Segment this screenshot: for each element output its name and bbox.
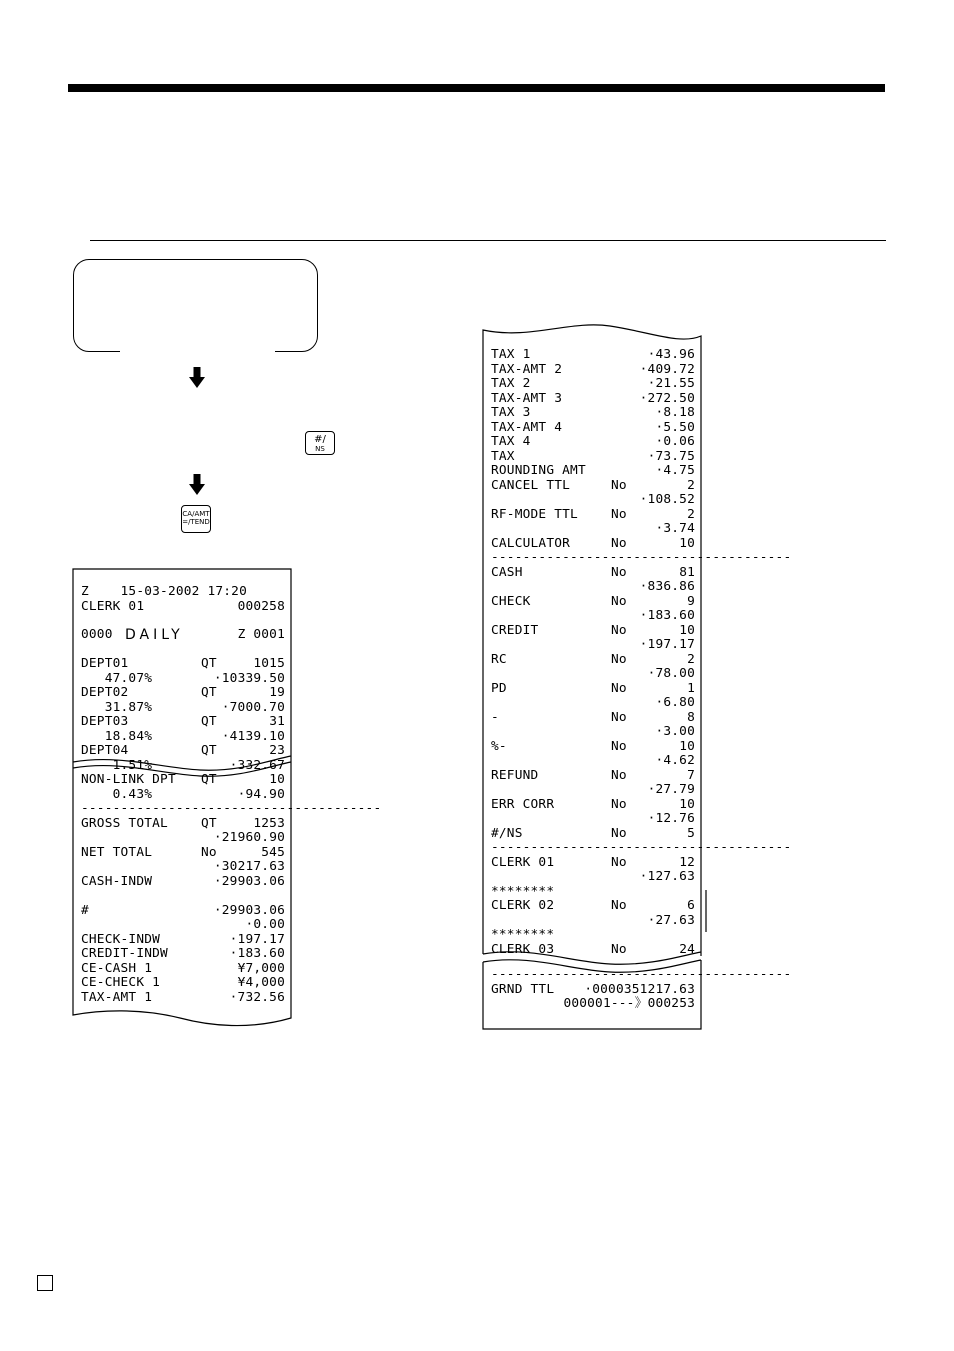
receipt-label: DEPT01 (81, 656, 129, 671)
receipt-label: - (491, 709, 499, 725)
receipt-value: 2 (687, 477, 695, 493)
receipt-value: 1015 (253, 656, 285, 671)
receipt-line (81, 585, 285, 600)
receipt-unit: No (611, 898, 627, 913)
receipt-line (491, 450, 695, 465)
receipt-line (491, 537, 695, 552)
receipt-line (491, 798, 695, 813)
receipt-value: ·332.67 (229, 757, 285, 773)
receipt-unit: No (611, 564, 627, 580)
receipt-label: TAX-AMT 2 (491, 361, 563, 377)
receipt-line (491, 740, 695, 755)
receipt-unit: No (611, 535, 627, 551)
receipt-unit: No (611, 767, 627, 783)
receipt-value: 1 (687, 680, 695, 696)
receipt-line (81, 744, 285, 759)
receipt-line (491, 508, 695, 523)
receipt-line (491, 827, 695, 842)
receipt-unit: No (201, 844, 217, 860)
receipt-label: 47.07% (81, 670, 153, 686)
receipt-value: 12 (679, 854, 695, 870)
receipt-label: REFUND (491, 767, 539, 783)
receipt-unit: No (611, 738, 627, 754)
receipt-line (491, 566, 695, 581)
receipt-label: # (81, 902, 89, 918)
receipt-line (491, 870, 695, 885)
receipt-value: ·197.17 (229, 931, 285, 947)
receipt-line (81, 657, 285, 672)
receipt-value: ·4139.10 (221, 728, 285, 744)
receipt-line (81, 600, 285, 615)
receipt-label: TAX 2 (491, 376, 531, 391)
receipt-label: NET TOTAL (81, 844, 153, 860)
receipt-value: 31 (269, 714, 285, 729)
receipt-value: ·197.17 (639, 637, 695, 652)
receipt-line (81, 933, 285, 948)
receipt-line (491, 595, 695, 610)
receipt-unit: No (611, 796, 627, 812)
receipt-value: 19 (269, 685, 285, 700)
receipt-value: 9 (687, 593, 695, 609)
receipt-line (81, 831, 285, 846)
receipt-label: TAX-AMT 4 (491, 419, 563, 435)
receipt-unit: QT (201, 685, 217, 700)
receipt-label: CHECK-INDW (81, 931, 161, 947)
receipt-label: 0.43% (81, 786, 153, 802)
receipt-label: TAX-AMT 1 (81, 989, 153, 1005)
receipt-label: RF-MODE TTL (491, 506, 578, 522)
receipt-line (491, 638, 695, 653)
receipt-value: ·94.90 (237, 786, 285, 802)
receipt-value: 7 (687, 767, 695, 783)
daily-title: DAILY (125, 627, 184, 643)
receipt-value: ·108.52 (639, 492, 695, 507)
receipt-line (491, 406, 695, 421)
receipt-separator: -------------------------------------- (81, 801, 382, 816)
receipt-value: ·3.00 (655, 724, 695, 739)
receipt-line (491, 348, 695, 363)
receipt-value: ·8.18 (655, 405, 695, 420)
receipt-value: ·10339.50 (213, 670, 285, 686)
receipt-value: ·4.75 (655, 463, 695, 478)
receipt-value: 1253 (253, 815, 285, 831)
receipt-unit: No (611, 477, 627, 493)
receipt-value: ·73.75 (647, 448, 695, 464)
receipt-value: 10 (679, 796, 695, 812)
receipt-line (491, 377, 695, 392)
receipt-label: CASH (491, 564, 523, 580)
receipt-line (491, 464, 695, 479)
receipt-label: 18.84% (81, 728, 153, 744)
receipt-line (81, 918, 285, 933)
receipt-value: ·30217.63 (213, 859, 285, 874)
receipt-line (491, 711, 695, 726)
receipt-label: ******** (491, 927, 555, 942)
receipt-label: CLERK 03 (491, 941, 555, 957)
receipt-line (491, 609, 695, 624)
receipt-label: %- (491, 738, 507, 754)
receipt-label: DEPT03 (81, 714, 129, 729)
receipt-line (81, 875, 285, 890)
receipt-line (491, 580, 695, 595)
receipt-value: ·272.50 (639, 390, 695, 406)
receipt-value: ·43.96 (647, 347, 695, 362)
receipt-value: ·29903.06 (213, 873, 285, 889)
receipt-value: ¥7,000 (237, 960, 285, 976)
ca-key-bottom: =/TEND (182, 518, 210, 526)
receipt-value: ·0.06 (655, 434, 695, 449)
receipt-label: 31.87% (81, 699, 153, 715)
receipt-value: ·0000351217.63 (584, 981, 695, 997)
receipt-line (81, 730, 285, 745)
receipt-value: ·12.76 (647, 811, 695, 826)
receipt-line (491, 392, 695, 407)
receipt-value: 000001---》000253 (563, 996, 695, 1011)
receipt-value: ·27.79 (647, 782, 695, 797)
receipt-value: 10 (679, 535, 695, 551)
receipt-line (81, 788, 285, 803)
receipt-value: ·0.00 (245, 917, 285, 932)
page-marker (37, 1275, 53, 1291)
receipt-value: ·4.62 (655, 753, 695, 768)
receipt-separator: -------------------------------------- (491, 840, 792, 855)
receipt-value: ·183.60 (229, 946, 285, 961)
receipt-value: 23 (269, 743, 285, 758)
receipt-label: DEPT04 (81, 743, 129, 758)
receipt-line (81, 701, 285, 716)
receipt-label: 1.51% (81, 757, 153, 773)
receipt-line (491, 696, 695, 711)
receipt-line (491, 943, 695, 958)
receipt-label: GROSS TOTAL (81, 815, 168, 831)
receipt-line (81, 976, 285, 991)
receipt-line (81, 773, 285, 788)
receipt-line (491, 983, 695, 998)
receipt-value: 24 (679, 941, 695, 957)
receipt-line (491, 769, 695, 784)
receipt-line (81, 991, 285, 1006)
receipt-unit: No (611, 622, 627, 638)
receipt-label: CLERK 02 (491, 898, 555, 913)
receipt-unit: No (611, 941, 627, 957)
receipt-label: ROUNDING AMT (491, 463, 586, 478)
receipt-value: 10 (269, 772, 285, 787)
receipt-line (81, 889, 285, 904)
z-counter: Z 0001 (237, 627, 285, 642)
receipt-value: 545 (261, 844, 285, 860)
receipt-line (81, 846, 285, 861)
receipt-unit: QT (201, 772, 217, 787)
receipt-label: TAX-AMT 3 (491, 390, 563, 406)
receipt-unit: No (611, 709, 627, 725)
receipt-unit: No (611, 651, 627, 667)
receipt-value: 10 (679, 738, 695, 754)
receipt-value: ·7000.70 (221, 699, 285, 715)
receipt-line (81, 715, 285, 730)
receipt-label: CLERK 01 (491, 854, 555, 870)
receipt-line (491, 479, 695, 494)
receipt-label: TAX 3 (491, 405, 531, 420)
receipt-1-header (81, 585, 285, 614)
receipt-value: ·21960.90 (213, 830, 285, 845)
receipt-line (491, 653, 695, 668)
receipt-value: ·3.74 (655, 521, 695, 536)
receipt-line (491, 725, 695, 740)
receipt-value: ¥4,000 (237, 975, 285, 990)
receipt-1-totals (81, 772, 382, 1005)
receipt-label: Z 15-03-2002 17:20 (81, 584, 247, 599)
receipt-2-footer (491, 967, 792, 1012)
receipt-line (491, 885, 695, 900)
receipt-line (81, 672, 285, 687)
receipt-unit: No (611, 593, 627, 609)
receipt-label: CASH-INDW (81, 873, 153, 889)
receipt-value: ·29903.06 (213, 902, 285, 918)
receipt-value: ·732.56 (229, 989, 285, 1005)
receipt-value: ·6.80 (655, 695, 695, 710)
receipt-label: GRND TTL (491, 981, 555, 997)
receipt-line (491, 928, 695, 943)
receipt-line (491, 783, 695, 798)
receipt-line (491, 899, 695, 914)
receipt-unit: QT (201, 656, 217, 671)
receipt-line (491, 493, 695, 508)
receipt-label: CHECK (491, 593, 531, 609)
receipt-value: 81 (679, 564, 695, 580)
receipt-line (491, 363, 695, 378)
ca-key-top: CA/AMT (182, 510, 210, 518)
receipt-label: #/NS (491, 825, 523, 841)
receipt-value: ·78.00 (647, 666, 695, 681)
receipt-line (491, 997, 695, 1012)
receipt-unit: No (611, 506, 627, 522)
receipt-label: CE-CASH 1 (81, 960, 153, 976)
receipt-label: TAX (491, 448, 515, 464)
receipt-1-daily-line (81, 627, 285, 643)
receipt-unit: No (611, 680, 627, 696)
receipt-value: ·127.63 (639, 869, 695, 884)
receipt-label: CE-CHECK 1 (81, 975, 161, 990)
receipt-unit: QT (201, 815, 217, 831)
receipt-value: 8 (687, 709, 695, 725)
receipt-label: CREDIT-INDW (81, 946, 168, 961)
receipt-label: TAX 1 (491, 347, 531, 362)
receipt-line (491, 754, 695, 769)
receipt-line (81, 947, 285, 962)
receipt-value: 2 (687, 651, 695, 667)
receipt-label: CALCULATOR (491, 535, 571, 551)
receipt-value: ·5.50 (655, 419, 695, 435)
receipt-label: DEPT02 (81, 685, 129, 700)
receipt-label: NON-LINK DPT (81, 772, 176, 787)
receipt-value: 2 (687, 506, 695, 522)
receipt-label: CLERK 01 (81, 598, 145, 614)
no-sale-key-top: #/ (314, 434, 326, 445)
receipt-line (491, 435, 695, 450)
receipt-line (491, 856, 695, 871)
receipt-value: 000258 (237, 598, 285, 614)
receipt-line (491, 421, 695, 436)
receipt-line (491, 812, 695, 827)
receipt-line (491, 914, 695, 929)
receipt-label: PD (491, 680, 507, 696)
receipt-value: 10 (679, 622, 695, 638)
receipt-line (81, 860, 285, 875)
receipt-line (81, 962, 285, 977)
receipt-line (81, 904, 285, 919)
receipt-value: ·27.63 (647, 912, 695, 928)
receipt-value: ·21.55 (647, 376, 695, 391)
receipt-2-body (491, 347, 792, 957)
receipt-unit: No (611, 854, 627, 870)
receipt-line (81, 817, 285, 832)
receipt-line (81, 686, 285, 701)
receipt-1-departments (81, 656, 285, 773)
receipt-unit: QT (201, 714, 217, 729)
receipt-label: ERR CORR (491, 796, 555, 812)
receipt-label: CREDIT (491, 622, 539, 638)
receipt-separator: -------------------------------------- (491, 967, 792, 982)
no-sale-key-bottom: NS (315, 445, 325, 453)
receipt-label: CANCEL TTL (491, 477, 571, 493)
daily-counter: 0000 (81, 627, 113, 642)
receipt-line (491, 522, 695, 537)
receipt-line (491, 682, 695, 697)
receipt-value: ·409.72 (639, 361, 695, 377)
receipt-value: ·183.60 (639, 608, 695, 623)
receipt-line (491, 667, 695, 682)
receipt-unit: QT (201, 743, 217, 758)
receipt-label: RC (491, 651, 507, 667)
receipt-value: 5 (687, 825, 695, 841)
receipt-value: 6 (687, 898, 695, 913)
receipt-separator: -------------------------------------- (491, 550, 792, 565)
receipt-line (81, 759, 285, 774)
receipt-value: ·836.86 (639, 579, 695, 594)
receipt-label: TAX 4 (491, 434, 531, 449)
receipt-line (491, 624, 695, 639)
receipt-unit: No (611, 825, 627, 841)
receipt-label: ******** (491, 883, 555, 899)
